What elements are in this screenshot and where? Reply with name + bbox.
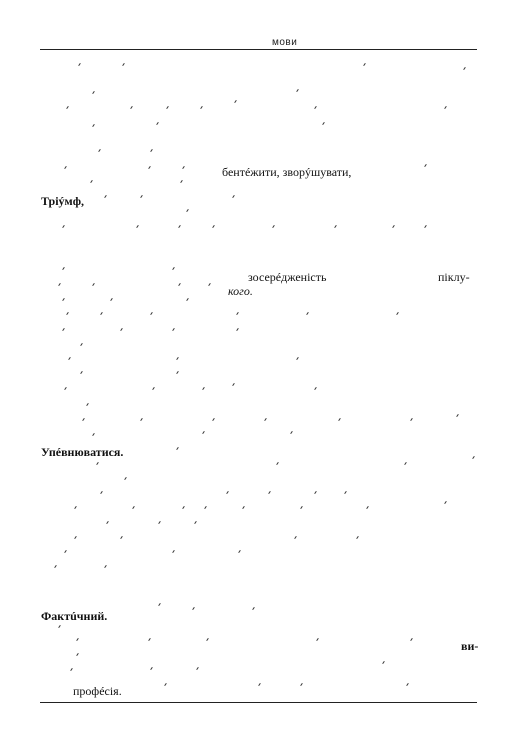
scan-mark [140,195,143,198]
scan-mark [264,418,267,421]
scan-mark [182,166,185,169]
scan-mark [62,298,65,301]
scan-mark [268,491,271,494]
text-line-bentezhyty: бентéжити, зворýшувати, [222,165,352,179]
scan-mark [338,418,341,421]
scan-mark [54,565,57,568]
scan-mark [456,414,459,417]
scan-mark [156,122,159,125]
scan-mark [92,124,95,127]
scan-mark [122,63,125,66]
scan-mark [74,506,77,509]
scan-mark [150,312,153,315]
scan-mark [234,100,237,103]
scan-mark [62,267,65,270]
scan-mark [194,521,197,524]
headword-upevnyuvatysya: Упéвнюватися. [41,445,124,459]
scan-mark [334,225,337,228]
scan-mark [200,106,203,109]
scan-mark [208,283,211,286]
scan-mark [258,683,261,686]
scan-mark [152,387,155,390]
scan-mark [120,536,123,539]
scan-mark [148,166,151,169]
scan-mark [136,225,139,228]
scan-mark [120,328,123,331]
scan-mark [366,506,369,509]
scan-mark [62,225,65,228]
scan-mark [100,491,103,494]
scan-mark [176,447,179,450]
scan-mark [82,418,85,421]
scan-mark [182,506,185,509]
scan-mark [202,431,205,434]
scan-mark [158,603,161,606]
scan-mark [124,477,127,480]
scan-mark [176,371,179,374]
scan-mark [172,550,175,553]
scan-mark [344,491,347,494]
scan-mark [178,225,181,228]
scan-mark [363,63,366,66]
scan-mark [80,371,83,374]
text-line-vy: ви- [461,639,479,653]
text-line-pikluvannya: піклу- [438,270,470,284]
scan-mark [232,383,235,386]
text-line-profesiya: профéсія. [73,684,122,698]
scan-mark [276,462,279,465]
scan-mark [64,550,67,553]
scan-mark [410,638,413,641]
scan-mark [322,122,325,125]
scan-mark [78,63,81,66]
scan-mark [164,683,167,686]
scan-mark [80,343,83,346]
scan-mark [132,506,135,509]
text-line-zoseredzhenist: зосерéдженість [248,270,327,284]
scan-mark [392,225,395,228]
scan-mark [98,149,101,152]
scan-mark [166,106,169,109]
scan-mark [424,164,427,167]
headword-faktychnyi: Фактúчний. [41,609,108,623]
scan-mark [58,625,61,628]
scan-mark [70,668,73,671]
scan-mark [444,501,447,504]
scan-mark [396,312,399,315]
scan-mark [140,418,143,421]
scan-mark [76,653,79,656]
scan-mark [192,607,195,610]
scan-mark [130,106,133,109]
scan-mark [74,536,77,539]
scan-mark [316,638,319,641]
scan-mark [86,403,89,406]
scan-mark [100,312,103,315]
scan-mark [242,506,245,509]
scan-mark [64,387,67,390]
scan-mark [306,312,309,315]
scan-mark [92,91,95,94]
scan-mark [104,565,107,568]
scan-mark [314,491,317,494]
scan-mark [296,357,299,360]
scan-mark [424,225,427,228]
scan-mark [300,683,303,686]
scan-mark [186,209,189,212]
scan-mark [296,89,299,92]
scan-mark [212,225,215,228]
scan-mark [463,67,466,70]
running-header: мови [272,37,298,48]
scan-mark [212,418,215,421]
scan-mark [186,298,189,301]
scan-mark [68,357,71,360]
scan-mark [300,506,303,509]
scan-mark [202,387,205,390]
scan-mark [66,106,69,109]
scan-mark [252,607,255,610]
scan-mark [472,456,475,459]
scan-mark [236,328,239,331]
scan-mark [64,166,67,169]
scan-mark [196,667,199,670]
text-line-koho: кого. [228,284,253,298]
scan-mark [66,312,69,315]
scan-mark [178,283,181,286]
scan-mark [62,328,65,331]
scan-mark [180,180,183,183]
scan-mark [406,683,409,686]
scan-mark [206,638,209,641]
scan-mark [104,195,107,198]
scan-mark [92,433,95,436]
scan-mark [290,431,293,434]
scan-mark [236,312,239,315]
scan-mark [226,491,229,494]
scan-mark [232,195,235,198]
scan-mark [150,149,153,152]
scan-mark [444,106,447,109]
scan-mark [314,387,317,390]
scan-mark [158,521,161,524]
scan-mark [272,225,275,228]
scan-mark [90,180,93,183]
scan-mark [176,357,179,360]
scan-mark [356,536,359,539]
scan-mark [110,298,113,301]
scan-mark [76,638,79,641]
scan-mark [150,667,153,670]
scan-mark [314,106,317,109]
scan-mark [294,536,297,539]
scan-mark [404,462,407,465]
scan-mark [172,328,175,331]
headword-triumf: Тріýмф, [41,194,85,208]
scan-mark [148,638,151,641]
scan-mark [96,462,99,465]
scan-mark [92,283,95,286]
scan-mark [382,661,385,664]
scan-mark [204,506,207,509]
scan-mark [172,267,175,270]
scan-mark [106,521,109,524]
scan-mark [238,550,241,553]
scan-mark [410,418,413,421]
scan-mark [58,283,61,286]
